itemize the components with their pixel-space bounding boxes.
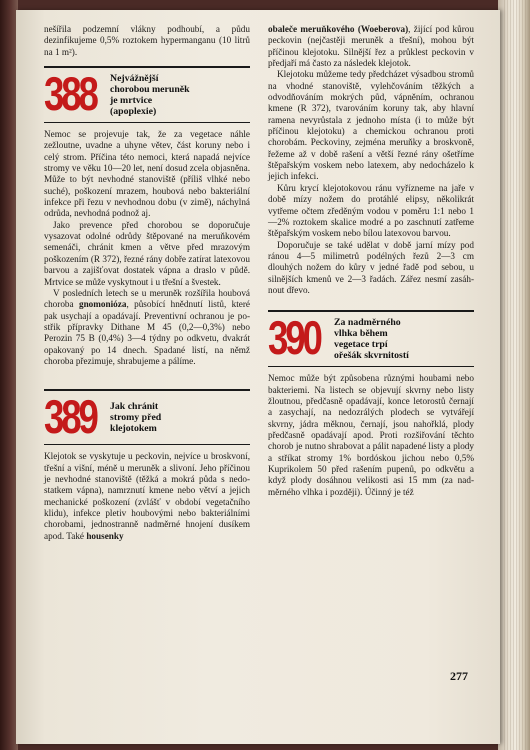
section-390-header [268, 310, 474, 367]
book-page [16, 10, 500, 744]
section-title [110, 395, 161, 434]
title-line: vlhka během [334, 328, 388, 340]
page-number: 277 [450, 669, 468, 683]
paragraph: Klejotoku můžeme tedy předcházet výsadbou stromů na vhodné stanoviště, vylehčováním těžkých a odvodňováním mokrých půd, vápněním, ochranou kmene (R 372), tvarováním koruny tak, aby hlavní ramena nevyrůstala z jednoho místa (i to může být příčinou klejotoku) a chemickou ochranou proti chorobám. Peckoviny, zejména meruňky a broskvoně, řežeme až v době rašení a větší řezné rány ošetříme štěpařským voskem nebo latexem, aby nedocházelo k jejich infekci. [268, 69, 474, 182]
right-column [268, 24, 474, 498]
title-line: Nejvážnější [110, 73, 159, 85]
paragraph: Kůru krycí klejotokovou ránu vyřízneme na jaře v době mízy nožem do protáhlé elipsy, několikrát vytřeme očtem zředěným vodou v poměru 1:1 nebo 1—2% roztokem skalice modré a po zaschnutí zatřeme štěpařským voskem nebo bílou latexovou barvou. [268, 182, 474, 239]
section-number: 389 [44, 390, 96, 444]
title-line: Jak chránit [110, 401, 159, 413]
paragraph: Nemoc může být způsobena různými houbami nebo bakteriemi. Na listech se objevují skvrny nebo listy žloutnou, předčasně opadávají, konce letorostů černají a zasychají, na nedozrálých plodech se vytvářejí skvrny, jádra měknou, černají, jsou nahořklá, plody předčasně opadávají apod. Proti rozšiřování těchto chorob je nutno shrabovat a pálit napadené listy a plody a stříkat stromy 1% bordóskou jichou nebo 0,5% Kuprikolem 50 před rašením pupenů, po odkvětu a když plody dosáhnou velikosti asi 15 mm (za nadměrného vlhka i později). Účinný je též [268, 373, 474, 497]
section-title [334, 316, 409, 361]
title-line: (apoplexie) [110, 106, 157, 118]
paragraph: Doporučuje se také udělat v době jarní mízy pod ránou 4—5 milimetrů podélných řezů 2—3 cm dlouhých nožem do kůry v jedné řadě pod sebou, u silnějších kmenů ve 2—3 řadách. Zářez nesmí zasáhnout dřevo. [268, 239, 474, 295]
title-line: chorobou meruněk [110, 84, 190, 96]
section-number: 388 [44, 67, 96, 121]
book-page-edges [498, 0, 530, 750]
section-title [110, 72, 190, 117]
paragraph: Klejotok se vyskytuje u peckovin, nejvíce u broskvoní, třešní a višní, méně u meruněk a slivoní. Jeho příčinou je nevhodné stanoviště (těžká a mokrá půda s nedostatkem vápna), namrznutí kmene nebo větví a jejich mechanické poškození (zvlášť v období vegetačního klidu), infekce pletiv houbovými nebo bakteriálními chorobami, jednostranně nadměrné hnojení dusíkem apod. Také housenky [44, 451, 250, 541]
paragraph: Nemoc se projevuje tak, že za vegetace náhle zežloutne, uvadne a uhyne větev, část koruny nebo i celý strom. Příčina této nemoci, která napadá nejvíce stromy ve věku 10—20 let, není dosud zcela objasněna. Může to být nevhodné stanoviště (příliš vlhké nebo suché), poškození mrazem, houbová nebo bakteriální infekce při řezu v nevhodnou dobu (v zimě), náchylná odrůda, nevhodná podnož aj. [44, 129, 250, 219]
page-edge-lines [504, 0, 526, 750]
title-line: vegetace trpí [334, 339, 388, 351]
section-389-header [44, 389, 250, 445]
title-line: klejotokem [110, 423, 157, 435]
paragraph: V posledních letech se u meruněk rozšířila houbová choroba gnomonióza, působící hnědnutí listů, které pak usychají a opadávají. Preventivní ochranou je postřik přípravky Dithane M 45 (0,2—0,3%) nebo Perozin 75 B (0,4%) 3—4 týdny po odkvetu, dvakrát opakovaný po 14 dnech. Spadané listí, na němž choroba přezimuje, shrabujeme a pálíme. [44, 287, 250, 366]
section-number: 390 [268, 311, 320, 365]
paragraph: Jako prevence před chorobou se doporučuje vysazovat odolné odrůdy štěpované na meruňkovém semenáči, chránit kmen a větve před mrazovým poškozením (R 372), řezné rány dobře zatírat latexovou barvou a zajišťovat dostatek vápna a draslo v půdě. Mrtvice se může vyskytnout i u třešní a švestek. [44, 219, 250, 287]
left-intro-text: nešířila podzemní vlákny podhoubí, a půdu dezinfikujeme 0,5% roztokem hypermanganu (10 litrů na 1 m²). [44, 24, 250, 57]
paragraph: obaleče meruňkového (Woeberova), žijící pod kůrou peckovin (nejčastěji meruněk a třešní), mohou být příčinou klejotoku. Silnější řez a průklest peckovin v předjaří má často za následek klejotok. [268, 24, 474, 69]
left-column [44, 24, 250, 542]
title-line: stromy před [110, 412, 162, 424]
title-line: ořešák skvrnitostí [334, 350, 409, 362]
title-line: je mrtvice [110, 95, 153, 107]
title-line: Za nadměrného [334, 317, 401, 329]
section-388-header [44, 66, 250, 123]
